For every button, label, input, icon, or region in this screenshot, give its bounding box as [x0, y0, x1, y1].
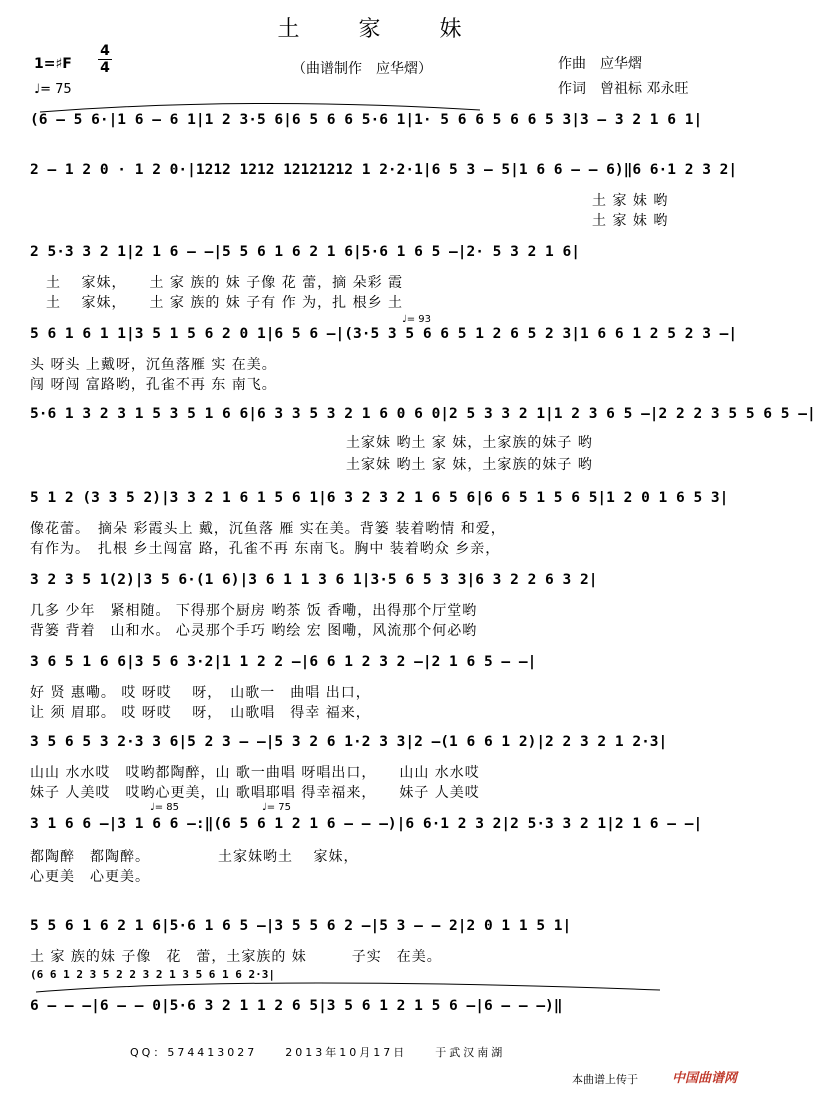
notation-row-5: 5·6 1 3 2 3 1 5 3 5 1 6 6|6 3 3 5 3 2 1 6 0 6 0|2 5 3 3 2 1|1 2 3 6 5 –|2 2 2 3 5 5 6 5 –| — [30, 406, 816, 422]
slur-1 — [40, 103, 480, 112]
tempo-75b: ♩= 75 — [262, 802, 291, 813]
notation-row-1: (6 – 5 6·|1 6 – 6 1|1 2 3·5 6|6 5 6 6 5·6 1|1· 5 6 6 5 6 6 5 3|3 – 3 2 1 6 1| — [30, 112, 703, 128]
lyric-row-10a: 都陶醉 都陶醉。 土家妹哟土 家妹， — [30, 849, 359, 865]
lyricist: 作词 曾祖标 邓永旺 — [558, 81, 689, 97]
notation-row-10: 3 1 6 6 –|3 1 6 6 –:‖(6 5 6 1 2 1 6 – – –)|6 6·1 2 3 2|2 5·3 3 2 1|2 1 6 – –| — [30, 816, 703, 832]
lyric-row-3a: 土 家妹， 土 家 族的 妹 子像 花 蕾，摘 朵彩 霞 — [46, 275, 404, 291]
tempo-marking: ♩= 75 — [34, 82, 72, 97]
lyric-row-6b: 有作为。 扎根 乡土闯富 路，孔雀不再 东南飞。胸中 装着哟众 乡亲， — [30, 541, 501, 557]
lyric-row-8a: 好 贤 惠嘞。 哎 呀哎 呀， 山歌一 曲唱 出口， — [30, 685, 371, 701]
notation-row-12-small: (6 6 1 2 3 5 2 2 3 2 1 3 5 6 1 6 2·3| — [30, 968, 276, 981]
lyric-row-7b: 背篓 背着 山和水。 心灵那个手巧 哟绘 宏 图嘞，风流那个何必哟 — [30, 623, 478, 639]
lyric-row-9a: 山山 水水哎 哎哟都陶醉，山 歌一曲唱 呀唱出口， 山山 水水哎 — [30, 765, 480, 781]
key-signature: 1=♯F — [34, 56, 72, 72]
lyric-row-10b: 心更美 心更美。 — [30, 869, 150, 885]
notation-row-6: 5 1 2 (3 3 5 2)|3 3 2 1 6 1 5 6 1|6 3 2 3 2 1 6 5 6|6 6 5 1 5 6 5|1 2 0 1 6 5 3| — [30, 490, 729, 506]
lyric-row-5b: 土家妹 哟土 家 妹，土家族的妹子 哟 — [346, 457, 593, 473]
lyric-row-3b: 土 家妹， 土 家 族的 妹 子有 作 为，扎 根乡 土 — [46, 295, 404, 311]
lyric-row-4a: 头 呀头 上戴呀，沉鱼落雁 实 在美。 — [30, 357, 277, 373]
notation-row-11: 5 5 6 1 6 2 1 6|5·6 1 6 5 –|3 5 5 6 2 –|5 3 – – 2|2 0 1 1 5 1| — [30, 918, 572, 934]
footer-info: QQ：574413027 2013年10月17日 于武汉南湖 — [130, 1046, 506, 1059]
notation-row-7: 3 2 3 5 1(2)|3 5 6·(1 6)|3 6 1 1 3 6 1|3·5 6 5 3 3|6 3 2 2 6 3 2| — [30, 572, 598, 588]
lyric-row-11: 土 家 族的妹 子像 花 蕾，土家族的 妹 子实 在美。 — [30, 949, 442, 965]
lyric-row-2a: 土 家 妹 哟 — [592, 193, 669, 209]
notation-row-3: 2 5·3 3 2 1|2 1 6 – –|5 5 6 1 6 2 1 6|5·6 1 6 5 –|2· 5 3 2 1 6| — [30, 244, 580, 260]
tempo-85: ♩= 85 — [150, 802, 179, 813]
notation-row-2: 2 – 1 2 0 · 1 2 0·|1212 1212 12121212 1 2·2·1|6 5 3 – 5|1 6 6 – – 6)‖6 6·1 2 3 2| — [30, 162, 738, 178]
notation-row-13: 6 – – –|6 – – 0|5·6 3 2 1 1 2 6 5|3 5 6 1 2 1 5 6 –|6 – – –)‖ — [30, 998, 563, 1014]
lyric-row-4b: 闯 呀闯 富路哟，孔雀不再 东 南飞。 — [30, 377, 277, 393]
slur-2 — [36, 983, 660, 992]
lyric-row-6a: 像花蕾。 摘朵 彩霞头上 戴，沉鱼落 雁 实在美。背篓 装着哟情 和爱， — [30, 521, 506, 537]
lyric-row-8b: 让 须 眉耶。 哎 呀哎 呀， 山歌唱 得幸 福来， — [30, 705, 371, 721]
notation-row-8: 3 6 5 1 6 6|3 5 6 3·2|1 1 2 2 –|6 6 1 2 3 2 –|2 1 6 5 – –| — [30, 654, 537, 670]
notation-row-4: 5 6 1 6 1 1|3 5 1 5 6 2 0 1|6 5 6 –|(3·5 3 5 6 6 5 1 2 6 5 2 3|1 6 6 1 2 5 2 3 –| — [30, 326, 738, 342]
upload-note: 本曲谱上传于 — [572, 1073, 638, 1086]
score-maker: （曲谱制作 应华熠） — [292, 61, 432, 77]
lyric-row-5a: 土家妹 哟土 家 妹，土家族的妹子 哟 — [346, 435, 593, 451]
song-title: 土 家 妹 — [277, 17, 488, 42]
notation-row-9: 3 5 6 5 3 2·3 3 6|5 2 3 – –|5 3 2 6 1·2 3 3|2 –(1 6 6 1 2)|2 2 3 2 1 2·3| — [30, 734, 668, 750]
lyric-row-9b: 妹子 人美哎 哎哟心更美，山 歌唱耶唱 得幸福来， 妹子 人美哎 — [30, 785, 480, 801]
lyric-row-2b: 土 家 妹 哟 — [592, 213, 669, 229]
meter-top: 4 — [100, 43, 110, 59]
composer: 作曲 应华熠 — [558, 56, 642, 72]
lyric-row-7a: 几多 少年 紧相随。 下得那个厨房 哟茶 饭 香嘞，出得那个厅堂哟 — [30, 603, 478, 619]
meter-bottom: 4 — [100, 60, 110, 76]
tempo-93: ♩= 93 — [402, 314, 431, 325]
site-logo: 中国曲谱网 — [672, 1071, 738, 1086]
